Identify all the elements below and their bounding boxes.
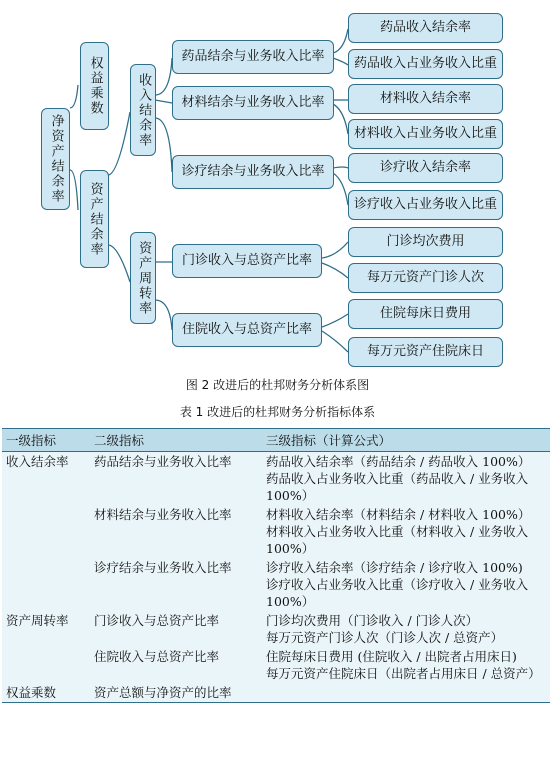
- node-outpatient-ratio: 门诊收入与总资产比率: [172, 244, 322, 278]
- node-inpatient-cost: 住院每床日费用: [348, 299, 503, 329]
- formula: 药品收入结余率（药品结余 / 药品收入 100%）: [266, 454, 531, 469]
- node-material-ratio: 材料结余与业务收入比率: [172, 86, 334, 120]
- cell-level1: [2, 558, 90, 611]
- cell-level3: [262, 505, 550, 558]
- cell-level2: 门诊收入与总资产比率: [94, 613, 220, 628]
- cell-level3: [262, 683, 550, 703]
- node-treatment-ratio: 诊疗结余与业务收入比率: [172, 155, 334, 189]
- node-inpatient-days: 每万元资产住院床日: [348, 337, 503, 367]
- table-row: [2, 683, 550, 703]
- cell-level2: 资产总额与净资产的比率: [90, 683, 262, 703]
- formula: 每万元资产住院床日（出院者占用床日 / 总资产）: [266, 666, 541, 681]
- header-level2: 二级指标: [90, 429, 262, 452]
- cell-level3: [262, 452, 550, 506]
- node-treatment-surplus: 诊疗收入结余率: [348, 153, 503, 183]
- table-row: [2, 647, 550, 683]
- header-level1: 一级指标: [2, 429, 90, 452]
- cell-level3: [262, 558, 550, 611]
- indicator-table-wrap: [0, 428, 555, 703]
- node-material-share: 材料收入占业务收入比重: [348, 119, 503, 149]
- node-equity-multiplier: 权益乘数: [80, 42, 109, 130]
- node-drug-ratio: 药品结余与业务收入比率: [172, 40, 334, 74]
- cell-level2: 材料结余与业务收入比率: [94, 507, 232, 522]
- formula: 门诊均次费用（门诊收入 / 门诊人次）: [266, 613, 479, 628]
- header-level3: 三级指标（计算公式）: [262, 429, 550, 452]
- node-inpatient-ratio: 住院收入与总资产比率: [172, 313, 322, 347]
- cell-level2: 诊疗结余与业务收入比率: [94, 560, 232, 575]
- formula: 材料收入占业务收入比重（材料收入 / 业务收入 100%）: [266, 524, 529, 556]
- node-outpatient-visits: 每万元资产门诊人次: [348, 263, 503, 293]
- cell-level2: 药品结余与业务收入比率: [94, 454, 232, 469]
- table-row: [2, 452, 550, 506]
- cell-level1: 资产周转率: [6, 613, 69, 628]
- table-row: [2, 611, 550, 647]
- cell-level1: 收入结余率: [6, 454, 69, 469]
- formula: 材料收入结余率（材料结余 / 材料收入 100%）: [266, 507, 531, 522]
- node-treatment-share: 诊疗收入占业务收入比重: [348, 190, 503, 220]
- node-income-surplus-rate: 收入结余率: [130, 64, 156, 156]
- formula: 诊疗收入结余率（诊疗结余 / 诊疗收入 100%): [266, 560, 523, 575]
- figure-caption: 图 2 改进后的杜邦财务分析体系图: [185, 378, 370, 392]
- formula: 住院每床日费用 (住院收入 / 出院者占用床日): [266, 649, 517, 664]
- node-outpatient-cost: 门诊均次费用: [348, 227, 503, 257]
- node-material-surplus: 材料收入结余率: [348, 84, 503, 114]
- formula: 每万元资产门诊人次（门诊人次 / 总资产）: [266, 630, 504, 645]
- cell-level3: [262, 647, 550, 683]
- cell-level2: 住院收入与总资产比率: [94, 649, 220, 664]
- cell-level3: [262, 611, 550, 647]
- cell-level1: 权益乘数: [2, 683, 90, 703]
- node-drug-surplus: 药品收入结余率: [348, 13, 503, 43]
- table-caption: 表 1 改进后的杜邦财务分析指标体系: [179, 405, 376, 419]
- formula: 诊疗收入占业务收入比重（诊疗收入 / 业务收入 100%）: [266, 577, 529, 609]
- table-row: [2, 505, 550, 558]
- node-drug-share: 药品收入占业务收入比重: [348, 49, 503, 79]
- cell-level1: [2, 505, 90, 558]
- dupont-diagram: [0, 0, 555, 372]
- cell-level1: [2, 647, 90, 683]
- node-asset-turnover: 资产周转率: [130, 232, 156, 324]
- node-asset-surplus-rate: 资产结余率: [80, 170, 109, 268]
- indicator-table: [2, 428, 550, 703]
- table-row: [2, 558, 550, 611]
- table-header-row: [2, 429, 550, 452]
- node-net-asset-surplus-rate: 净资产结余率: [41, 108, 70, 210]
- formula: 药品收入占业务收入比重（药品收入 / 业务收入 100%）: [266, 471, 529, 503]
